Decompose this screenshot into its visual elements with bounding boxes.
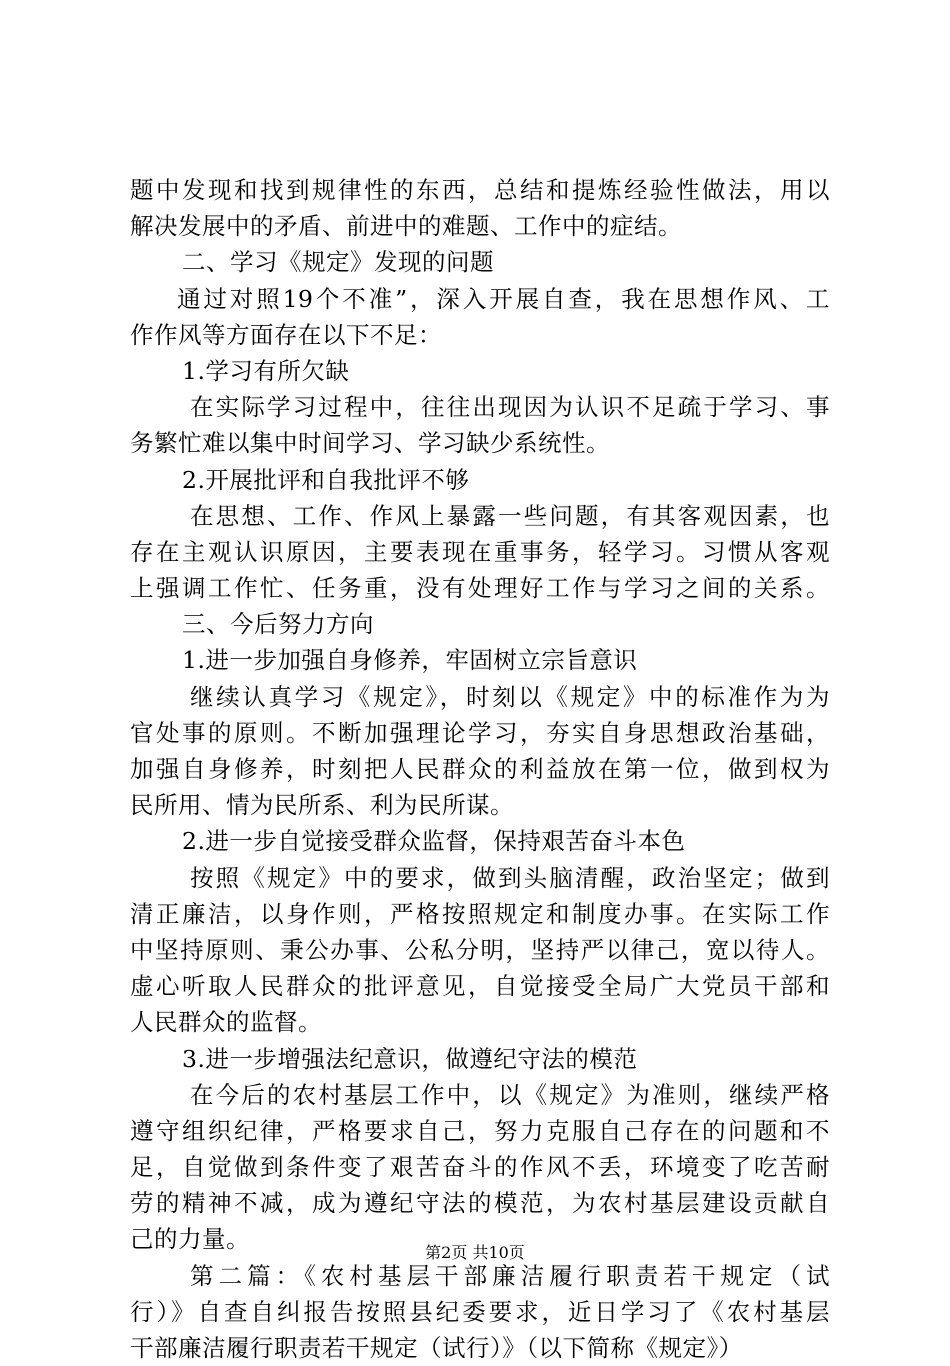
text-line: 清正廉洁，以身作则，严格按照规定和制度办事。在实际工作 (130, 899, 830, 928)
text-line: 二、学习《规定》发现的问题 (182, 248, 494, 277)
text-line: 劳的精神不减，成为遵纪守法的模范，为农村基层建设贡献自 (130, 1189, 830, 1218)
text-line: 行）》自查自纠报告按照县纪委要求，近日学习了《农村基层 (130, 1297, 830, 1326)
text-line: 1.进一步加强自身修养，牢固树立宗旨意识 (182, 646, 638, 675)
text-line: 通过对照19个不准”，深入开展自查，我在思想作风、工 (177, 284, 830, 313)
text-line: 作作风等方面存在以下不足： (130, 320, 442, 349)
text-line: 己的力量。 (130, 1225, 250, 1254)
text-line: 干部廉洁履行职责若干规定（试行）》（以下简称《规定》） (130, 1334, 743, 1362)
text-line: 官处事的原则。不断加强理论学习，夯实自身思想政治基础， (130, 718, 830, 747)
text-line: 加强自身修养，时刻把人民群众的利益放在第一位，做到权为 (130, 755, 830, 783)
document-body (130, 172, 830, 1366)
page-footer: 第2页 共10页 (425, 1243, 525, 1262)
text-line: 务繁忙难以集中时间学习、学习缺少系统性。 (130, 429, 610, 458)
text-line: 民所用、情为民所系、利为民所谋。 (130, 791, 514, 820)
text-line: 解决发展中的矛盾、前进中的难题、工作中的症结。 (130, 212, 682, 241)
text-line: 在思想、工作、作风上暴露一些问题，有其客观因素，也 (190, 501, 830, 530)
text-line: 3.进一步增强法纪意识，做遵纪守法的模范 (182, 1044, 638, 1073)
text-line: 中坚持原则、秉公办事、公私分明，坚持严以律己，宽以待人。 (130, 935, 830, 964)
text-line: 上强调工作忙、任务重，没有处理好工作与学习之间的关系。 (130, 574, 830, 603)
text-line: 虚心听取人民群众的批评意见，自觉接受全局广大党员干部和 (130, 972, 830, 1001)
text-line: 三、今后努力方向 (182, 610, 374, 639)
text-line: 足，自觉做到条件变了艰苦奋斗的作风不丢，环境变了吃苦耐 (130, 1153, 830, 1182)
text-line: 按照《规定》中的要求，做到头脑清醒，政治坚定；做到 (190, 863, 830, 892)
text-line: 1.学习有所欠缺 (182, 356, 350, 385)
text-line: 在今后的农村基层工作中，以《规定》为准则，继续严格 (190, 1080, 830, 1109)
text-line: 人民群众的监督。 (130, 1008, 322, 1037)
text-line: 遵守组织纪律，严格要求自己，努力克服自己存在的问题和不 (130, 1116, 830, 1145)
text-line: 在实际学习过程中，往往出现因为认识不足疏于学习、事 (190, 393, 830, 422)
text-line: 2.进一步自觉接受群众监督，保持艰苦奋斗本色 (182, 827, 686, 856)
text-line: 2.开展批评和自我批评不够 (182, 465, 470, 494)
text-line: 题中发现和找到规律性的东西，总结和提炼经验性做法，用以 (130, 176, 830, 204)
text-line: 第二篇：《农村基层干部廉洁履行职责若干规定（试 (190, 1261, 830, 1290)
text-line: 继续认真学习《规定》，时刻以《规定》中的标准作为为 (190, 682, 830, 711)
text-line: 存在主观认识原因，主要表现在重事务，轻学习。习惯从客观 (130, 537, 830, 566)
